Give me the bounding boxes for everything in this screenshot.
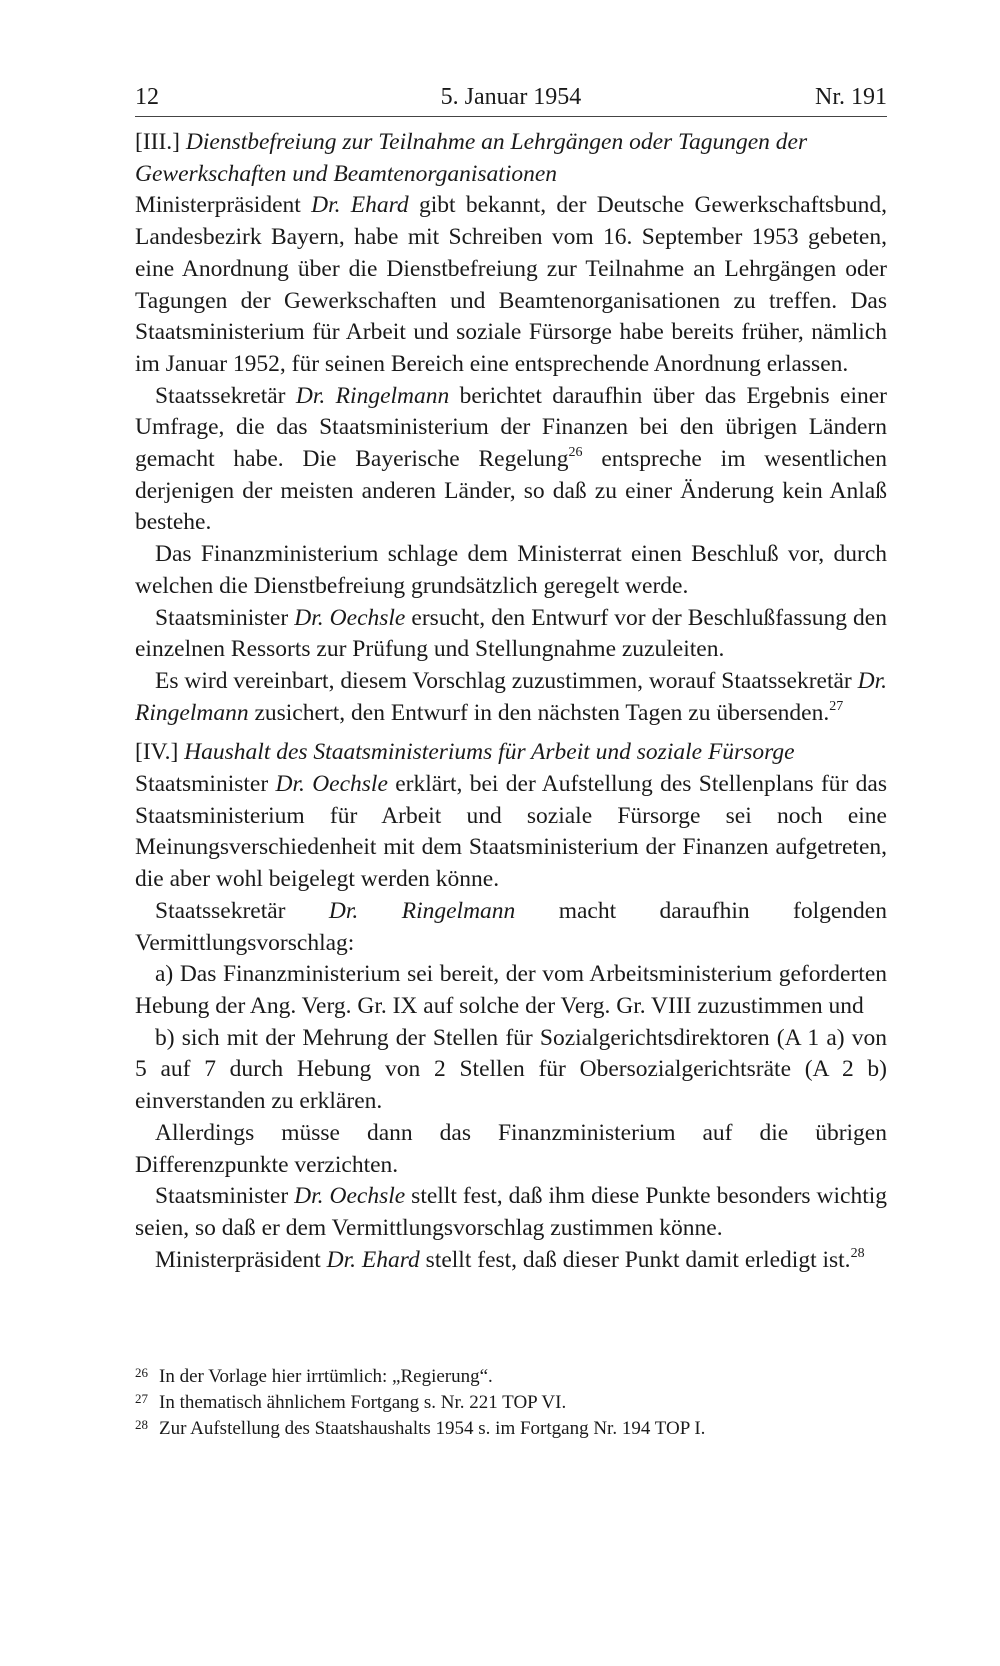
document-body (135, 127, 887, 1276)
section-heading-iv (135, 737, 887, 769)
person-name: Dr. Oechsle (294, 604, 406, 631)
paragraph: Ministerpräsident Dr. Ehard gibt bekannt, der Deutsche Gewerkschaftsbund, Landesbezirk Bayern, habe mit Schreiben vom 16. September 1953 gebeten, eine Anordnung über die Dienstbefreiung zur Teilnahme an Lehrgängen oder Tagungen der Gewerkschaften und Beamtenorganisationen zu treffen. Das Staatsministerium für Arbeit und soziale Fürsorge habe bereits früher, nämlich im Januar 1952, für seinen Bereich eine entsprechende Anordnung erlassen. (135, 192, 887, 377)
footnote-ref[interactable]: 27 (829, 698, 844, 714)
footnote-number: 26 (135, 1365, 148, 1380)
footnote (135, 1416, 887, 1442)
footnote-text: In der Vorlage hier irrtümlich: „Regierung“. (159, 1366, 493, 1387)
paragraph: Allerdings müsse dann das Finanzministerium auf die übrigen Differenzpunkte verzichten. (135, 1119, 887, 1178)
person-name: Dr. Oechsle (294, 1183, 406, 1210)
section-number: [IV.] (135, 739, 179, 766)
document-number: Nr. 191 (815, 84, 887, 110)
paragraph: Staatsminister Dr. Oechsle erklärt, bei der Aufstellung des Stellenplans für das Staatsministerium für Arbeit und soziale Fürsorge sei noch eine Meinungsverschiedenheit mit dem Staatsministerium der Finanzen aufgetreten, die aber wohl beigelegt werden könne. (135, 771, 888, 893)
page-number: 12 (135, 84, 159, 110)
footnote (135, 1364, 887, 1390)
section-title: Haushalt des Staatsministeriums für Arbeit und soziale Fürsorge (184, 739, 795, 766)
header-date: 5. Januar 1954 (440, 84, 582, 110)
person-name: Dr. Ehard (311, 192, 409, 219)
running-header (135, 82, 887, 117)
paragraph: Das Finanzministerium schlage dem Ministerrat einen Beschluß vor, durch welchen die Dienstbefreiung grundsätzlich geregelt werde. (135, 541, 887, 599)
paragraph: Es wird vereinbart, diesem Vorschlag zuzustimmen, worauf Staatssekretär Dr. Ringelmann zusichert, den Entwurf in den nächsten Tagen zu übersenden.$^{27}$ (135, 667, 888, 726)
person-name: Dr. Ringelmann (135, 667, 888, 726)
footnote-text: Zur Aufstellung des Staatshaushalts 1954 s. im Fortgang Nr. 194 TOP I. (159, 1418, 706, 1439)
list-item: a) Das Finanzministerium sei bereit, der vom Arbeitsministerium geforderten Hebung der Ang. Verg. Gr. IX auf solche der Verg. Gr. VIII zuzustimmen und (135, 961, 887, 1019)
footnote-number: 27 (135, 1391, 148, 1406)
person-name: Dr. Ringelmann (295, 382, 450, 409)
person-name: Dr. Ehard (326, 1246, 420, 1273)
section-title: Dienstbefreiung zur Teilnahme an Lehrgängen oder Tagungen der Gewerkschaften und Beamtenorganisationen (135, 129, 808, 187)
list-item: b) sich mit der Mehrung der Stellen für Sozialgerichtsdirektoren (A 1 a) von 5 auf 7 durch Hebung von 2 Stellen für Obersozialgerichtsräte (A 2 b) einverstanden zu erklären. (135, 1024, 887, 1115)
paragraph: Staatssekretär Dr. Ringelmann macht daraufhin folgenden Vermittlungsvorschlag: (135, 897, 887, 956)
paragraph: Staatsminister Dr. Oechsle stellt fest, daß ihm diese Punkte besonders wichtig seien, so daß er dem Vermittlungsvorschlag zustimmen könne. (135, 1183, 888, 1241)
section-number: [III.] (135, 129, 181, 155)
footnote-ref[interactable]: 28 (850, 1245, 865, 1261)
footnote (135, 1390, 887, 1416)
footnote-ref[interactable]: 26 (568, 445, 583, 461)
paragraph: Ministerpräsident Dr. Ehard stellt fest, daß dieser Punkt damit erledigt ist.$^{28}$ (155, 1245, 865, 1273)
footnote-number: 28 (135, 1417, 148, 1432)
person-name: Dr. Oechsle (275, 771, 388, 798)
paragraph: Staatssekretär Dr. Ringelmann berichtet daraufhin über das Ergebnis einer Umfrage, die das Staatsministerium der Finanzen bei den übrigen Ländern gemacht habe. Die Bayerische Regelung$^{26}$ entspreche im wesentlichen derjenigen der meisten anderen Länder, so daß zu einer Änderung kein Anlaß bestehe. (135, 382, 887, 536)
footnote-text: In thematisch ähnlichem Fortgang s. Nr. 221 TOP VI. (159, 1392, 567, 1413)
document-page (135, 82, 887, 1276)
person-name: Dr. Ringelmann (328, 897, 516, 924)
paragraph: Staatsminister Dr. Oechsle ersucht, den Entwurf vor der Beschlußfassung den einzelnen Ressorts zur Prüfung und Stellungnahme zuzuleiten. (135, 604, 887, 663)
section-heading-iii (135, 127, 887, 190)
footnotes (135, 1364, 887, 1442)
